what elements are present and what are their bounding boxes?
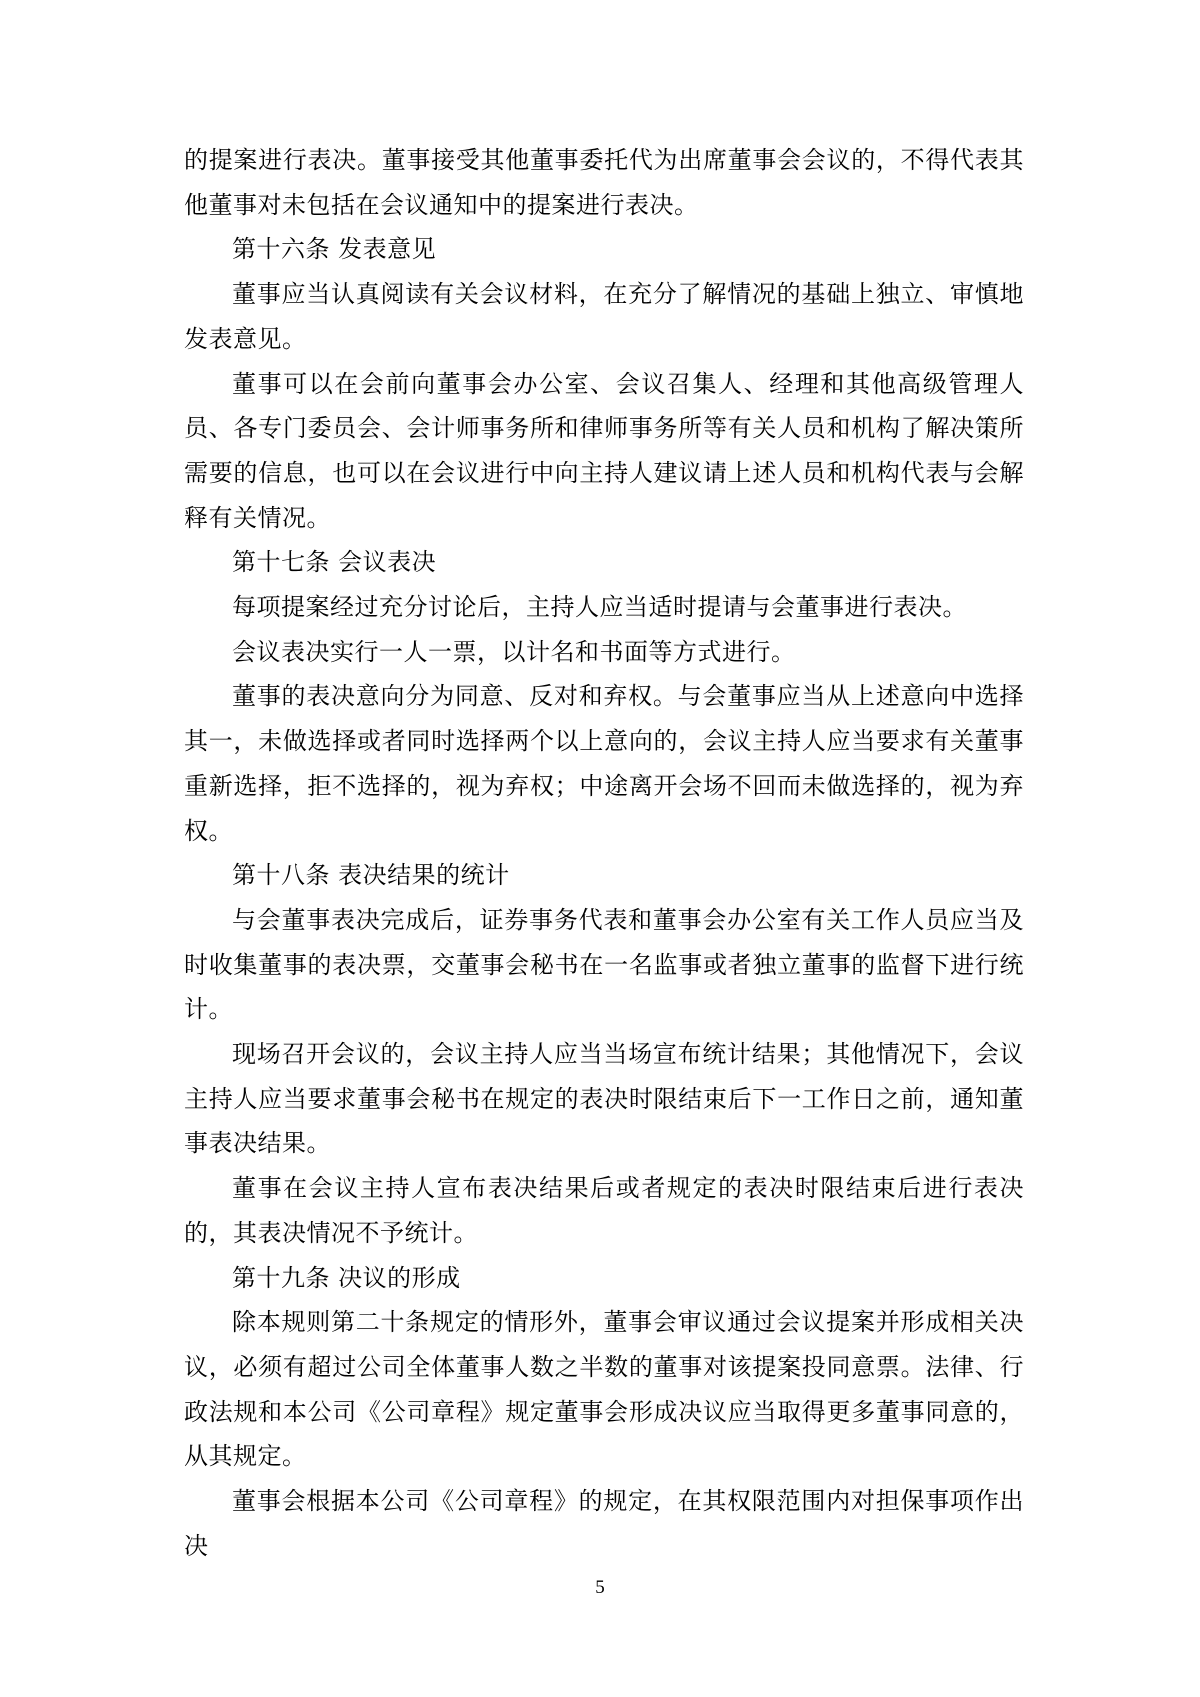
paragraph: 除本规则第二十条规定的情形外，董事会审议通过会议提案并形成相关决议，必须有超过公司全体董事人数之半数的董事对该提案投同意票。法律、行政法规和本公司《公司章程》规定董事会形成决议应当取得更多董事同意的，从其规定。 (184, 1308, 1024, 1471)
article-18-heading: 第十八条 表决结果的统计 (232, 861, 510, 890)
article-16-heading: 第十六条 发表意见 (232, 235, 437, 264)
paragraph: 会议表决实行一人一票，以计名和书面等方式进行。 (232, 637, 796, 666)
paragraph: 董事的表决意向分为同意、反对和弃权。与会董事应当从上述意向中选择其一，未做选择或者同时选择两个以上意向的，会议主持人应当要求有关董事重新选择，拒不选择的，视为弃权；中途离开会场不回而未做选择的，视为弃权。 (184, 682, 1024, 845)
paragraph: 每项提案经过充分讨论后，主持人应当适时提请与会董事进行表决。 (232, 593, 967, 622)
paragraph: 董事在会议主持人宣布表决结果后或者规定的表决时限结束后进行表决的，其表决情况不予统计。 (184, 1174, 1024, 1247)
paragraph: 现场召开会议的，会议主持人应当当场宣布统计结果；其他情况下，会议主持人应当要求董事会秘书在规定的表决时限结束后下一工作日之前，通知董事表决结果。 (184, 1040, 1024, 1158)
paragraph-continuation: 的提案进行表决。董事接受其他董事委托代为出席董事会会议的，不得代表其他董事对未包括在会议通知中的提案进行表决。 (184, 146, 1024, 219)
article-19-heading: 第十九条 决议的形成 (232, 1263, 461, 1292)
paragraph: 董事可以在会前向董事会办公室、会议召集人、经理和其他高级管理人员、各专门委员会、会计师事务所和律师事务所等有关人员和机构了解决策所需要的信息，也可以在会议进行中向主持人建议请上述人员和机构代表与会解释有关情况。 (184, 369, 1024, 532)
paragraph: 董事应当认真阅读有关会议材料，在充分了解情况的基础上独立、审慎地发表意见。 (184, 280, 1024, 353)
document-body (184, 138, 1024, 1569)
page-number: 5 (595, 1577, 605, 1598)
paragraph: 董事会根据本公司《公司章程》的规定，在其权限范围内对担保事项作出决 (184, 1487, 1024, 1560)
paragraph: 与会董事表决完成后，证券事务代表和董事会办公室有关工作人员应当及时收集董事的表决票，交董事会秘书在一名监事或者独立董事的监督下进行统计。 (184, 905, 1024, 1024)
article-17-heading: 第十七条 会议表决 (232, 548, 437, 577)
